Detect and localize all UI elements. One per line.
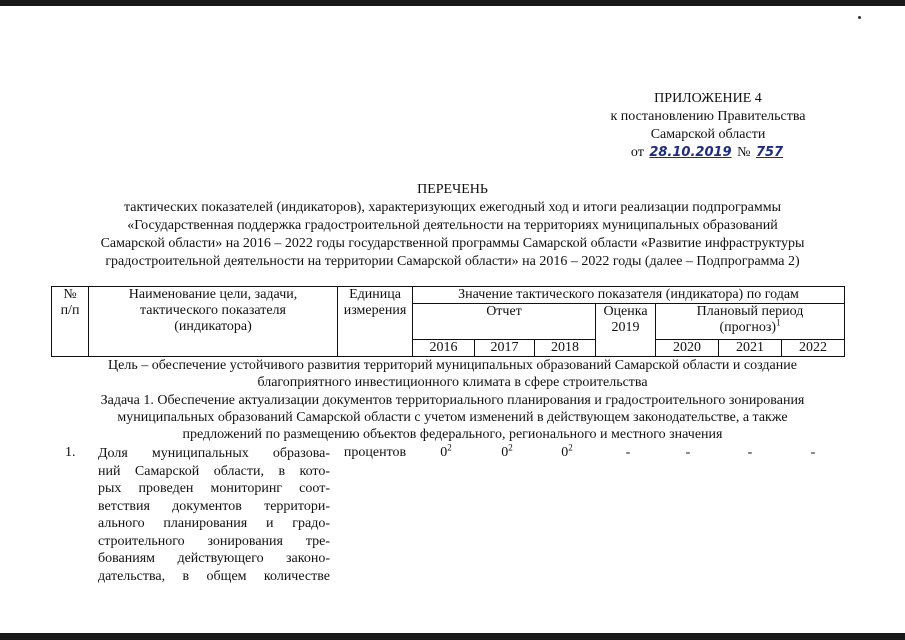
- report-header: Отчет: [413, 304, 596, 340]
- row-1-number: 1.: [65, 445, 76, 460]
- col-header-unit: [338, 287, 413, 357]
- row-1-value-2021: -: [747, 445, 753, 460]
- col-header-num: [52, 287, 89, 357]
- col-header-num-line-1: №: [63, 287, 77, 302]
- row-1-value-2016-number: 0: [440, 445, 448, 460]
- row-1-value-2022: -: [810, 445, 816, 460]
- plan-header: [656, 304, 845, 340]
- year-2021: 2021: [719, 340, 782, 357]
- col-header-name: [89, 287, 338, 357]
- plan-header-line-2: [658, 317, 842, 336]
- row-1-name-line-8: дательства, в общем количестве: [98, 568, 330, 584]
- row-1-name-line-4: ветствия документов территори-: [98, 498, 330, 514]
- col-header-name-line-2: тактического показателя: [140, 303, 286, 318]
- appendix-block: [596, 90, 820, 162]
- plan-footnote-mark: 1: [776, 317, 781, 328]
- row-1-name-line-7: бованиям действующего законо-: [98, 551, 330, 566]
- number-prefix: №: [737, 145, 751, 160]
- row-1-name-line-5: ального планирования и градо-: [98, 516, 330, 531]
- row-1-indicator-name: [98, 445, 330, 585]
- task-line-1: Задача 1. Обеспечение актуализации документов территориального планирования и градостроительного зонирования: [100, 393, 805, 408]
- heading-line-4: градостроительной деятельности на территории Самарской области» на 2016 – 2022 годы (далее – Подпрограмма 2): [105, 254, 800, 269]
- row-1-value-2018-number: 0: [561, 445, 569, 460]
- col-header-unit-line-2: измерения: [343, 303, 407, 318]
- estimate-header: [596, 304, 656, 357]
- row-1-footnote-2016: 2: [447, 442, 452, 453]
- task-line-3: предложений по размещению объектов федерального, регионального и местного значения: [182, 427, 723, 442]
- estimate-header-line-1: Оценка: [603, 304, 648, 319]
- row-1-value-2020: -: [685, 445, 691, 460]
- values-header: Значение тактического показателя (индикатора) по годам: [413, 287, 845, 304]
- row-1-name-line-1: Доля муниципальных образова-: [98, 446, 330, 461]
- appendix-line-2: Самарской области: [650, 127, 766, 142]
- scan-speck: [858, 16, 861, 19]
- document-heading: [40, 181, 865, 271]
- appendix-line-1: к постановлению Правительства: [610, 109, 806, 124]
- scan-top-edge: [0, 0, 905, 6]
- row-1-name-line-3: рых проведен мониторинг соот-: [98, 481, 330, 496]
- handwritten-date: 28.10.2019: [649, 145, 732, 160]
- indicators-table-header: [51, 286, 845, 357]
- year-2018: 2018: [535, 340, 596, 357]
- handwritten-number: 757: [755, 145, 784, 160]
- row-1-value-2018: [539, 442, 595, 461]
- year-2017: 2017: [475, 340, 535, 357]
- task-text: [40, 392, 865, 443]
- appendix-title: ПРИЛОЖЕНИЕ 4: [654, 91, 762, 106]
- heading-line-2: «Государственная поддержка градостроительной деятельности на территориях муниципальных образований: [127, 218, 778, 233]
- appendix-date-line: [596, 144, 820, 162]
- row-1-footnote-2017: 2: [508, 442, 513, 453]
- plan-header-line-1: Плановый период: [696, 304, 804, 319]
- estimate-header-line-2: 2019: [611, 320, 640, 335]
- heading-line-1: тактических показателей (индикаторов), характеризующих ежегодный ход и итоги реализации подпрограммы: [123, 200, 782, 215]
- col-header-name-line-1: Наименование цели, задачи,: [128, 287, 298, 302]
- year-2020: 2020: [656, 340, 719, 357]
- col-header-num-line-2: п/п: [60, 303, 80, 318]
- row-1-value-2017-number: 0: [501, 445, 509, 460]
- year-2022: 2022: [782, 340, 845, 357]
- heading-line-3: Самарской области» на 2016 – 2022 годы государственной программы Самарской области «Развитие инфраструктуры: [100, 236, 805, 251]
- task-line-2: муниципальных образований Самарской области с учетом изменений в действующем законодательстве, а также: [117, 410, 788, 425]
- col-header-name-line-3: (индикатора): [174, 319, 252, 334]
- row-1-name-line-6: строительного зонирования тре-: [98, 533, 330, 549]
- row-1-value-2016: [418, 442, 474, 461]
- year-2016: 2016: [413, 340, 475, 357]
- goal-line-1: Цель – обеспечение устойчивого развития территорий муниципальных образований Самарской области и создание: [108, 358, 797, 373]
- row-1-value-2019: -: [625, 445, 631, 460]
- goal-line-2: благоприятного инвестиционного климата в сфере строительства: [257, 375, 648, 390]
- goal-text: [40, 357, 865, 391]
- date-prefix: от: [630, 145, 644, 160]
- row-1-footnote-2018: 2: [568, 442, 573, 453]
- row-1-name-line-2: ний Самарской области, в кото-: [98, 463, 330, 479]
- row-1-unit: процентов: [343, 445, 407, 460]
- plan-header-sub: (прогноз): [719, 320, 777, 335]
- row-1-value-2017: [479, 442, 535, 461]
- scan-bottom-edge: [0, 633, 905, 640]
- col-header-unit-line-1: Единица: [349, 287, 401, 302]
- heading-title: ПЕРЕЧЕНЬ: [417, 182, 488, 197]
